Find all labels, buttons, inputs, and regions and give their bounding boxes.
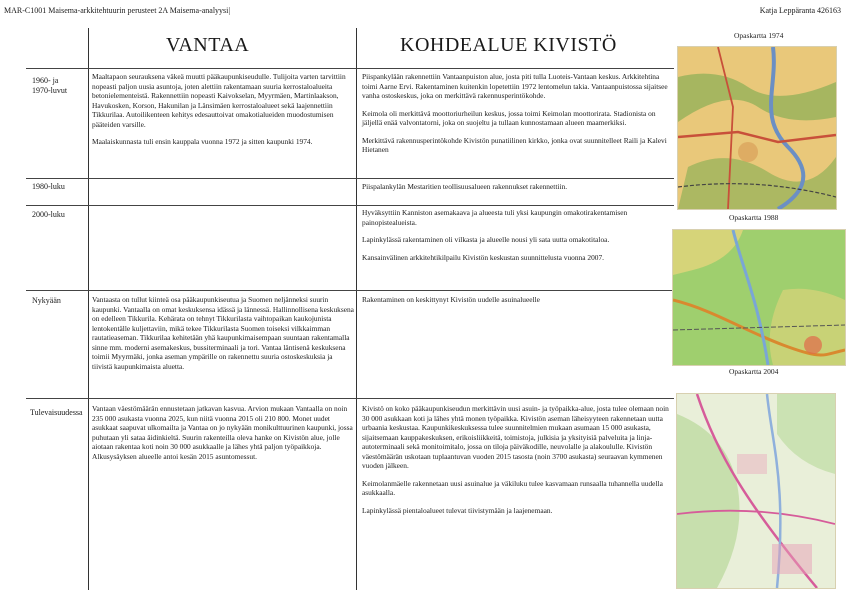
paragraph: Kivistö on koko pääkaupunkiseudun merkittävin uusi asuin- ja työpaikka-alue, josta tulee olemaan noin 30 000 asukkaan koti ja lähes yhtä monen työpaikka. Kivistön aseman läheisyyteen rakennetaan uutta urbaania keskustaa. Kaupunkikeskuksessa tulee suunnitelmien mukaan asumaan 15 000 asukasta, sijaitsemaan kauppakeskuksen, erikoisliikkeitä, toimistoja, julkisia ja yksityisiä palveluita ja linja-autoterminaali sekä monitoimitalo, jossa on tiloja päiväkodille, neuvolalle ja alakoululle. Kivistön väestömäärän uskotaan tuplaantuvan vuoden 2015 tasosta (noin 3700 asukasta) seuraavan kymmenen vuoden jälkeen. [362,404,669,470]
paragraph: Keimola oli merkittävä moottoriurheilun keskus, jossa toimi Keimolan moottorirata. Stadionista on jäljellä enää valvontatorni, joka on suojeltu ja tullaan kunnostamaan alueen maamerkiksi. [362,108,656,127]
row-label-1980: 1980-luku [32,182,65,191]
paragraph: Hyväksyttiin Kanniston asemakaava ja alueesta tuli yksi kaupungin omakotirakentamisen painopistealueista. [362,208,628,227]
row-label-1960: 1960- ja 1970-luvut [32,76,68,95]
row-divider [26,68,674,69]
paragraph: Vantaan väestömäärän ennustetaan jatkavan kasvua. Arvion mukaan Vantaalla on noin 235 000 asukasta vuonna 2025, kun niitä vuonna 2015 oli 210 800. Monet uudet asukkaat saapuvat ulkomailta ja Vantaa on jo nykyään monikulttuurinen kaupunki, jossa puhutaan yli sataa äidinkieltä. Suurin rakenteilla oleva hanke on Kivistön alue, jolle aiotaan rakentaa koti noin 30 000 asukkaalle ja lähes yhtä paljon työpaikkoja. Alkusysäyksen alueelle antoi kesän 2015 asuntomessut. [92,404,353,461]
vantaa-title: VANTAA [166,34,250,56]
row-divider [26,178,674,179]
paragraph: Lapinkylässä pientaloalueet tulevat tiivistymään ja laajenemaan. [362,505,553,515]
paragraph: Vantaasta on tullut kiinteä osa pääkaupunkiseutua ja Suomen neljänneksi suurin kaupunki. Vantaalla on omat keskuksensa idässä ja lännessä. Hallinnollisena keskuksena on edelleen Tikkurila. Kehärata on tehnyt Tikkurilasta vaihtopaikan kaukojunista lentokentälle kuljettaviin, mikä tekee Tikkurilasta Suomen toiseksi vilkkaimman rautatieaseman. Tikkurilaa kehitetään yhä kaupunkimaisempaan suuntaan rakentamalla sinne mm. moderni asemakeskus, bussiterminaali ja tori. Vantaa läntisenä keskuksena toimii Myyrmäki, jonka aseman ympärille on rakennettu suuria ostoskeskuksia ja tiivistä kaupunkimaista aluetta. [92,295,354,371]
paragraph: Kansainvälinen arkkitehtikilpailu Kivistön keskustan suunnittelusta vuonna 2007. [362,252,605,262]
paragraph: Piispalankylän Mestaritien teollisuusalueen rakennukset rakennettiin. [362,182,568,191]
map-image-2004 [676,393,836,589]
author-header: Katja Leppäranta 426163 [759,6,841,15]
row-label-nykyaan: Nykyään [32,296,61,305]
map-image-1974 [677,46,837,210]
kivisto-cell-1960 [362,72,670,155]
row-label-tulevaisuudessa: Tulevaisuudessa [30,408,83,417]
course-header: MAR-C1001 Maisema-arkkitehtuurin perusteet 2A Maisema-analyysi| [4,6,230,15]
map-1974-graphic [678,47,836,209]
column-divider-left [88,28,89,590]
paragraph: Rakentaminen on keskittynyt Kivistön uudelle asuinalueelle [362,295,540,304]
vantaa-cell-1960 [92,72,354,147]
kivisto-cell-nykyaan [362,295,670,305]
map-caption-1988: Opaskartta 1988 [729,213,779,222]
kivisto-title: KOHDEALUE KIVISTÖ [400,34,617,56]
paragraph: Lapinkylässä rakentaminen oli vilkasta ja alueelle nousi yli sata uutta omakotitaloa. [362,235,610,244]
kivisto-cell-tulevaisuudessa [362,404,670,515]
row-divider [26,205,674,206]
map-1988-graphic [673,230,845,365]
vantaa-cell-nykyaan [92,295,354,371]
map-caption-1974: Opaskartta 1974 [734,31,784,40]
paragraph: Keimolanmäelle rakennetaan uusi asuinalue ja väkiluku tulee kasvamaan runsaalla tuhannella uudella asukkaalla. [362,478,663,497]
column-divider-right [356,28,357,590]
map-image-1988 [672,229,846,366]
kivisto-cell-2000 [362,208,670,262]
kivisto-cell-1980 [362,182,670,192]
paragraph: Maalaiskunnasta tuli ensin kauppala vuonna 1972 ja sitten kaupunki 1974. [92,137,313,146]
vantaa-cell-tulevaisuudessa [92,404,354,461]
row-divider [26,398,674,399]
paragraph: Maaltapaon seurauksena väkeä muutti pääkaupunkiseudulle. Tulijoita varten tarvittiin nopeasti paljon uusia asuntoja, joten alettiin rakentamaan suuria kerrostaloalueita betonielementeistä. Rakennettiin nopeasti Kaivokselan, Myyrmäen, Martinlaakson, Havukosken, Korson, Hakunilan ja Länsimäen kerrostaloalueet sekä laajennettiin Tikkurilaa. Autoilikenteen kehitys edesauttoivat omakotialueiden muodostumisen pääteiden varsille. [92,72,346,129]
row-divider [26,290,674,291]
paragraph: Merkittävä rakennusperintökohde Kivistön punatiilinen kirkko, jonka ovat suunnitelleet Raili ja Kalevi Hietanen [362,135,667,154]
map-caption-2004: Opaskartta 2004 [729,367,779,376]
map-2004-graphic [677,394,835,588]
row-label-2000: 2000-luku [32,210,65,219]
paragraph: Piispankylään rakennettiin Vantaanpuiston alue, josta piti tulla Luoteis-Vantaan keskus. Arkkitehtina toimi Aarne Ervi. Rakentaminen kuitenkin lopetettiin 1972 lentomelun takia. Vantaanpuistossa sijaitsee vanha ostoskeskus, joka on merkittävä rakennusperintökohde. [362,72,668,100]
